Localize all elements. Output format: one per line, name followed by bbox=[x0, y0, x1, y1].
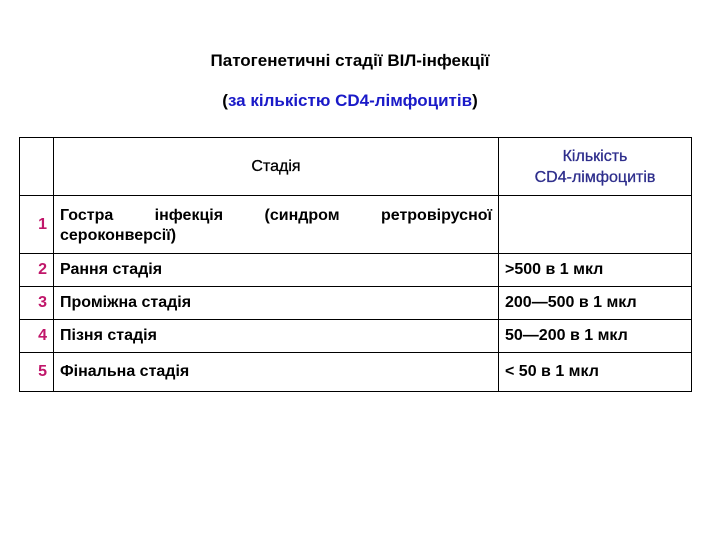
table-row bbox=[20, 196, 692, 254]
header-number-cell bbox=[20, 138, 54, 196]
row-stage: Фінальна стадія bbox=[54, 353, 499, 392]
header-count-cell bbox=[499, 138, 692, 196]
subtitle-accent-text: за кількістю CD4-лімфоцитів bbox=[227, 91, 473, 110]
table-row bbox=[20, 353, 692, 392]
row-count: < 50 в 1 мкл bbox=[499, 353, 692, 392]
row-number: 2 bbox=[20, 254, 54, 287]
row-stage: Проміжна стадія bbox=[54, 287, 499, 320]
table-row bbox=[20, 320, 692, 353]
subtitle-open-paren: ( bbox=[222, 91, 228, 110]
table-row bbox=[20, 287, 692, 320]
row-number: 3 bbox=[20, 287, 54, 320]
page-subtitle bbox=[0, 91, 700, 111]
table-row bbox=[20, 254, 692, 287]
header-count-line1: Кількість bbox=[562, 147, 628, 165]
header-stage-cell: Стадія bbox=[54, 138, 499, 196]
row-number: 1 bbox=[20, 196, 54, 254]
row-count bbox=[499, 196, 692, 254]
row-stage: Гостра інфекція (синдром ретровірусної сероконверсії) bbox=[54, 196, 499, 254]
row-count: 200—500 в 1 мкл bbox=[499, 287, 692, 320]
stages-table bbox=[19, 137, 692, 392]
row-stage: Пізня стадія bbox=[54, 320, 499, 353]
header-count-line2: CD4-лімфоцитів bbox=[534, 168, 656, 186]
row-number: 5 bbox=[20, 353, 54, 392]
page-title: Патогенетичні стадії ВІЛ-інфекції bbox=[210, 51, 490, 70]
row-stage: Рання стадія bbox=[54, 254, 499, 287]
table-header-row bbox=[20, 138, 692, 196]
subtitle-close-paren: ) bbox=[472, 91, 478, 110]
row-number: 4 bbox=[20, 320, 54, 353]
row-count: >500 в 1 мкл bbox=[499, 254, 692, 287]
row-count: 50—200 в 1 мкл bbox=[499, 320, 692, 353]
